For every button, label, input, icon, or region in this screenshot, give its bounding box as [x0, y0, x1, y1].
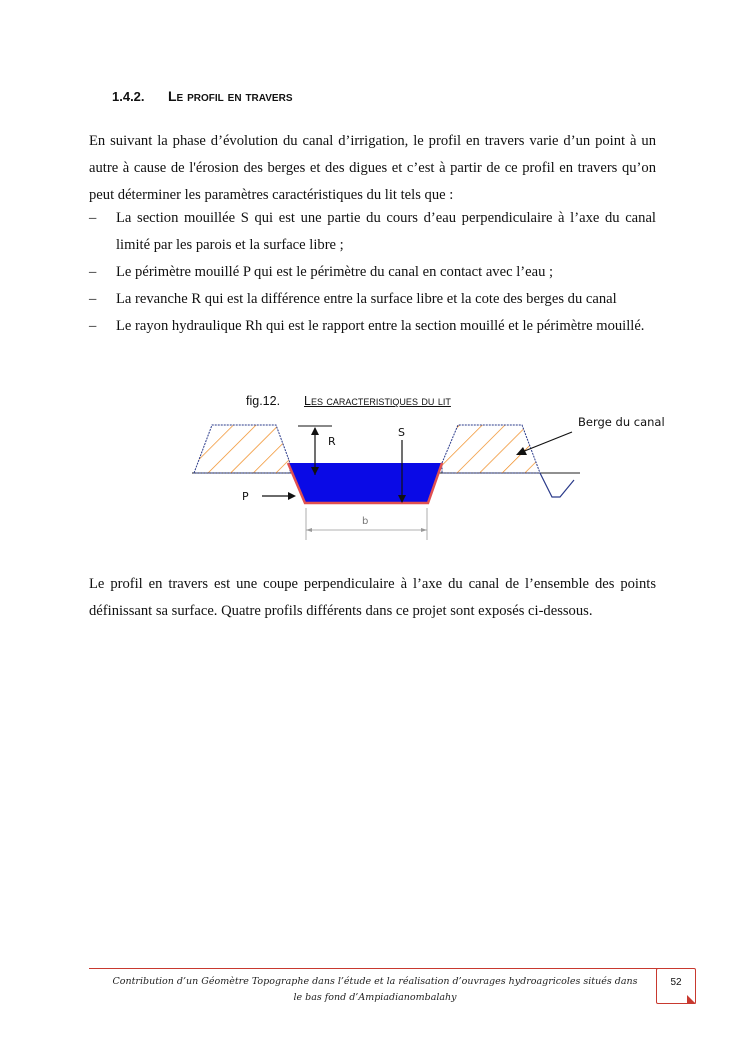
list-item-text: La section mouillée S qui est une partie du cours d’eau perpendiculaire à l’axe du canal limité par les parois et la surface libre ; [116, 210, 656, 253]
revanche-arrow-head-up [311, 427, 319, 435]
wetted-section [288, 463, 442, 503]
width-arrow-left [306, 528, 312, 532]
figure-caption [246, 394, 451, 408]
list-item [89, 313, 656, 340]
list-item-text: Le rayon hydraulique Rh qui est le rapport entre la section mouillé et le périmètre mouillé. [116, 318, 645, 334]
bullet-dash: – [89, 264, 97, 280]
label-P: P [242, 490, 249, 503]
list-item [89, 205, 656, 259]
page-number: 52 [670, 977, 682, 988]
list-item-text: La revanche R qui est la différence entre la surface libre et la cote des berges du canal [116, 291, 617, 307]
canal-profile-diagram [180, 410, 670, 545]
label-width: b [362, 516, 369, 527]
page-number-box [656, 968, 696, 1004]
right-dike [442, 425, 540, 473]
label-S: S [398, 426, 405, 439]
section-number: 1.4.2. [112, 89, 145, 104]
intro-paragraph: En suivant la phase d’évolution du canal d’irrigation, le profil en travers varie d’un point à un autre à cause de l'érosion des berges et des digues et c’est à partir de ce profil en travers qu’on peut déterminer les paramètres caractéristiques du lit tels que : [89, 133, 656, 203]
width-arrow-right [421, 528, 427, 532]
bank-continuation [540, 473, 574, 497]
list-item-text: Le périmètre mouillé P qui est le périmètre du canal en contact avec l’eau ; [116, 264, 554, 280]
list-item [89, 286, 656, 313]
section-heading [112, 88, 293, 104]
footer-divider [89, 968, 691, 969]
figure-title: Les caracteristiques du lit [304, 394, 451, 408]
bullet-dash: – [89, 210, 97, 226]
figure-number: fig.12. [246, 394, 281, 408]
bullet-dash: – [89, 318, 97, 334]
list-item [89, 259, 656, 286]
page-fold-corner [687, 995, 696, 1004]
label-bank: Berge du canal [578, 415, 665, 429]
perimeter-arrow-head [288, 492, 296, 500]
bank-pointer-arrow [522, 432, 572, 452]
bullet-dash: – [89, 291, 97, 307]
left-dike [194, 425, 290, 473]
label-R: R [328, 435, 336, 448]
canal-profile-figure [180, 410, 670, 545]
conclusion-paragraph: Le profil en travers est une coupe perpendiculaire à l’axe du canal de l’ensemble des points définissant sa surface. Quatre profils différents dans ce projet sont exposés ci-dessous. [89, 576, 656, 619]
footer-text: Contribution d’un Géomètre Topographe dans l’étude et la réalisation d’ouvrages hydroagricoles situés dans le bas fond d’Ampiadianombalahy [112, 976, 638, 1003]
section-title: Le profil en travers [168, 88, 293, 104]
